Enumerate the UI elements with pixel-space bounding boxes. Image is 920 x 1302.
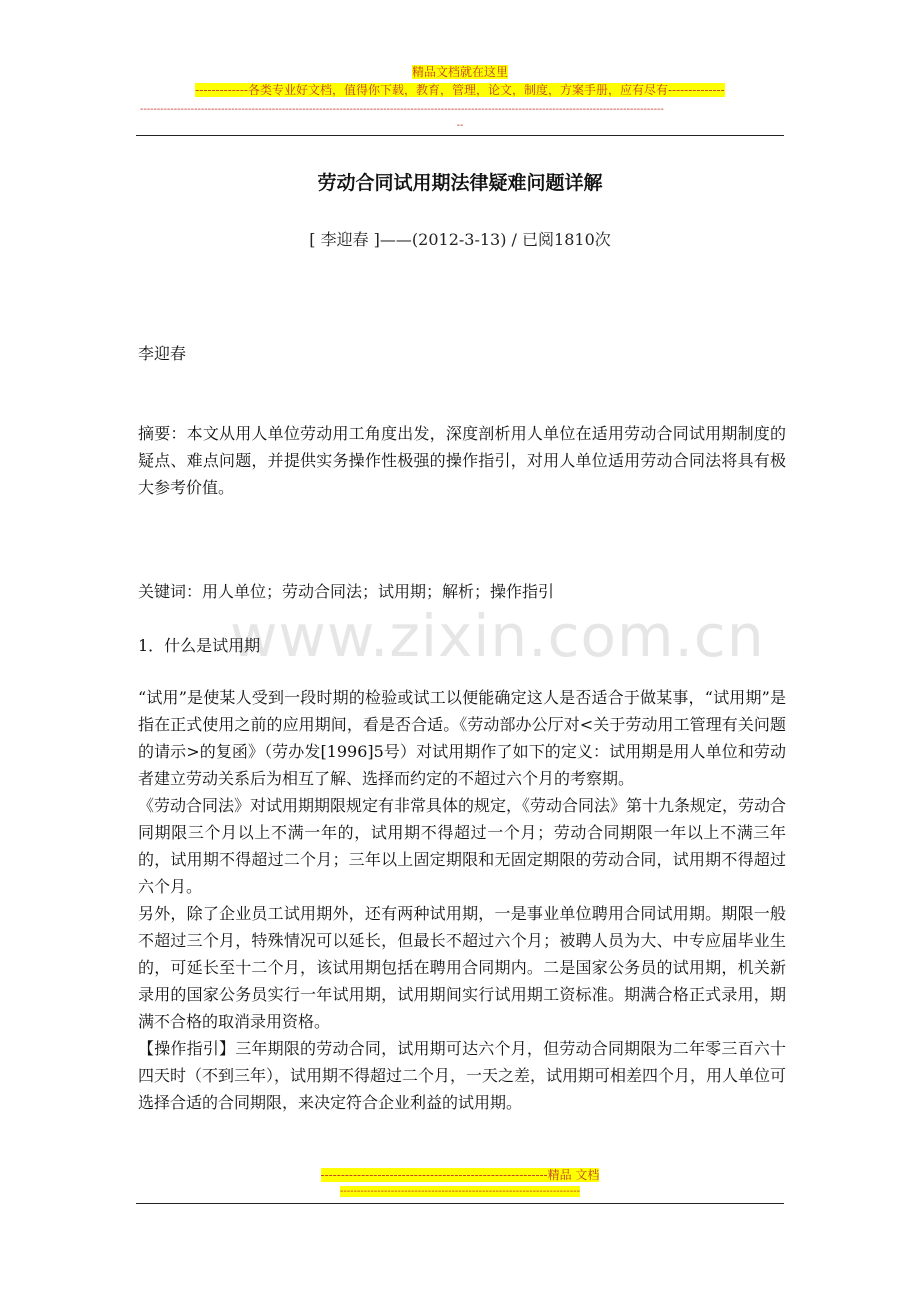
document-meta: [ 李迎春 ]——(2012-3-13) / 已阅1810次: [309, 230, 611, 249]
header-dash-line: -----------------------------------------------------------------------------------------------------------------------------------------------------------: [140, 104, 664, 115]
section-heading: 1．什么是试用期: [138, 636, 261, 655]
paragraph: 《劳动合同法》对试用期期限规定有非常具体的规定，《劳动合同法》第十九条规定，劳动合同期限三个月以上不满一年的，试用期不得超过一个月；劳动合同期限一年以上不满三年的，试用期不得超过二个月；三年以上固定期限和无固定期限的劳动合同，试用期不得超过六个月。: [138, 796, 787, 896]
author-name: 李迎春: [138, 344, 187, 363]
header-rule: [136, 135, 784, 136]
header-line1: 精品文档就在这里: [411, 65, 508, 79]
watermark: www.zixin.com.cn: [230, 602, 765, 670]
footer-rule: [136, 1203, 784, 1204]
document-title: 劳动合同试用期法律疑难问题详解: [317, 172, 603, 194]
paragraph: 另外，除了企业员工试用期外，还有两种试用期，一是事业单位聘用合同试用期。期限一般不超过三个月，特殊情况可以延长，但最长不超过六个月；被聘人员为大、中专应届毕业生的，可延长至十二个月，该试用期包括在聘用合同期内。二是国家公务员的试用期，机关新录用的国家公务员实行一年试用期，试用期间实行试用期工资标准。期满合格正式录用，期满不合格的取消录用资格。: [138, 904, 786, 1031]
abstract: 摘要：本文从用人单位劳动用工角度出发，深度剖析用人单位在适用劳动合同试用期制度的疑点、难点问题，并提供实务操作性极强的操作指引，对用人单位适用劳动合同法将具有极大参考价值。: [138, 424, 786, 497]
header-dash-line-tail: --: [456, 120, 464, 131]
paragraph: 【操作指引】三年期限的劳动合同，试用期可达六个月，但劳动合同期限为二年零三百六十四天时（不到三年），试用期不得超过二个月，一天之差，试用期可相差四个月，用人单位可选择合适的合同期限，来决定符合企业利益的试用期。: [138, 1039, 787, 1112]
header-line2: -------------各类专业好文档，值得你下载，教育，管理，论文，制度，方案手册，应有尽有--------------: [195, 83, 725, 97]
body-text: [138, 684, 786, 1116]
paragraph: “试用”是使某人受到一段时期的检验或试工以便能确定这人是否适合于做某事，“试用期”是指在正式使用之前的应用期间，看是否合适。《劳动部办公厅对<关于劳动用工管理有关问题的请示>的复函》（劳办发[1996]5号）对试用期作了如下的定义：试用期是用人单位和劳动者建立劳动关系后为相互了解、选择而约定的不超过六个月的考察期。: [138, 688, 786, 788]
footer-line1: --------------------------------------------------------精品 文档: [320, 1168, 600, 1182]
footer-line2: -----------------------------------------------------------------------: [340, 1186, 580, 1197]
keywords: 关键词：用人单位；劳动合同法；试用期；解析；操作指引: [138, 582, 555, 601]
